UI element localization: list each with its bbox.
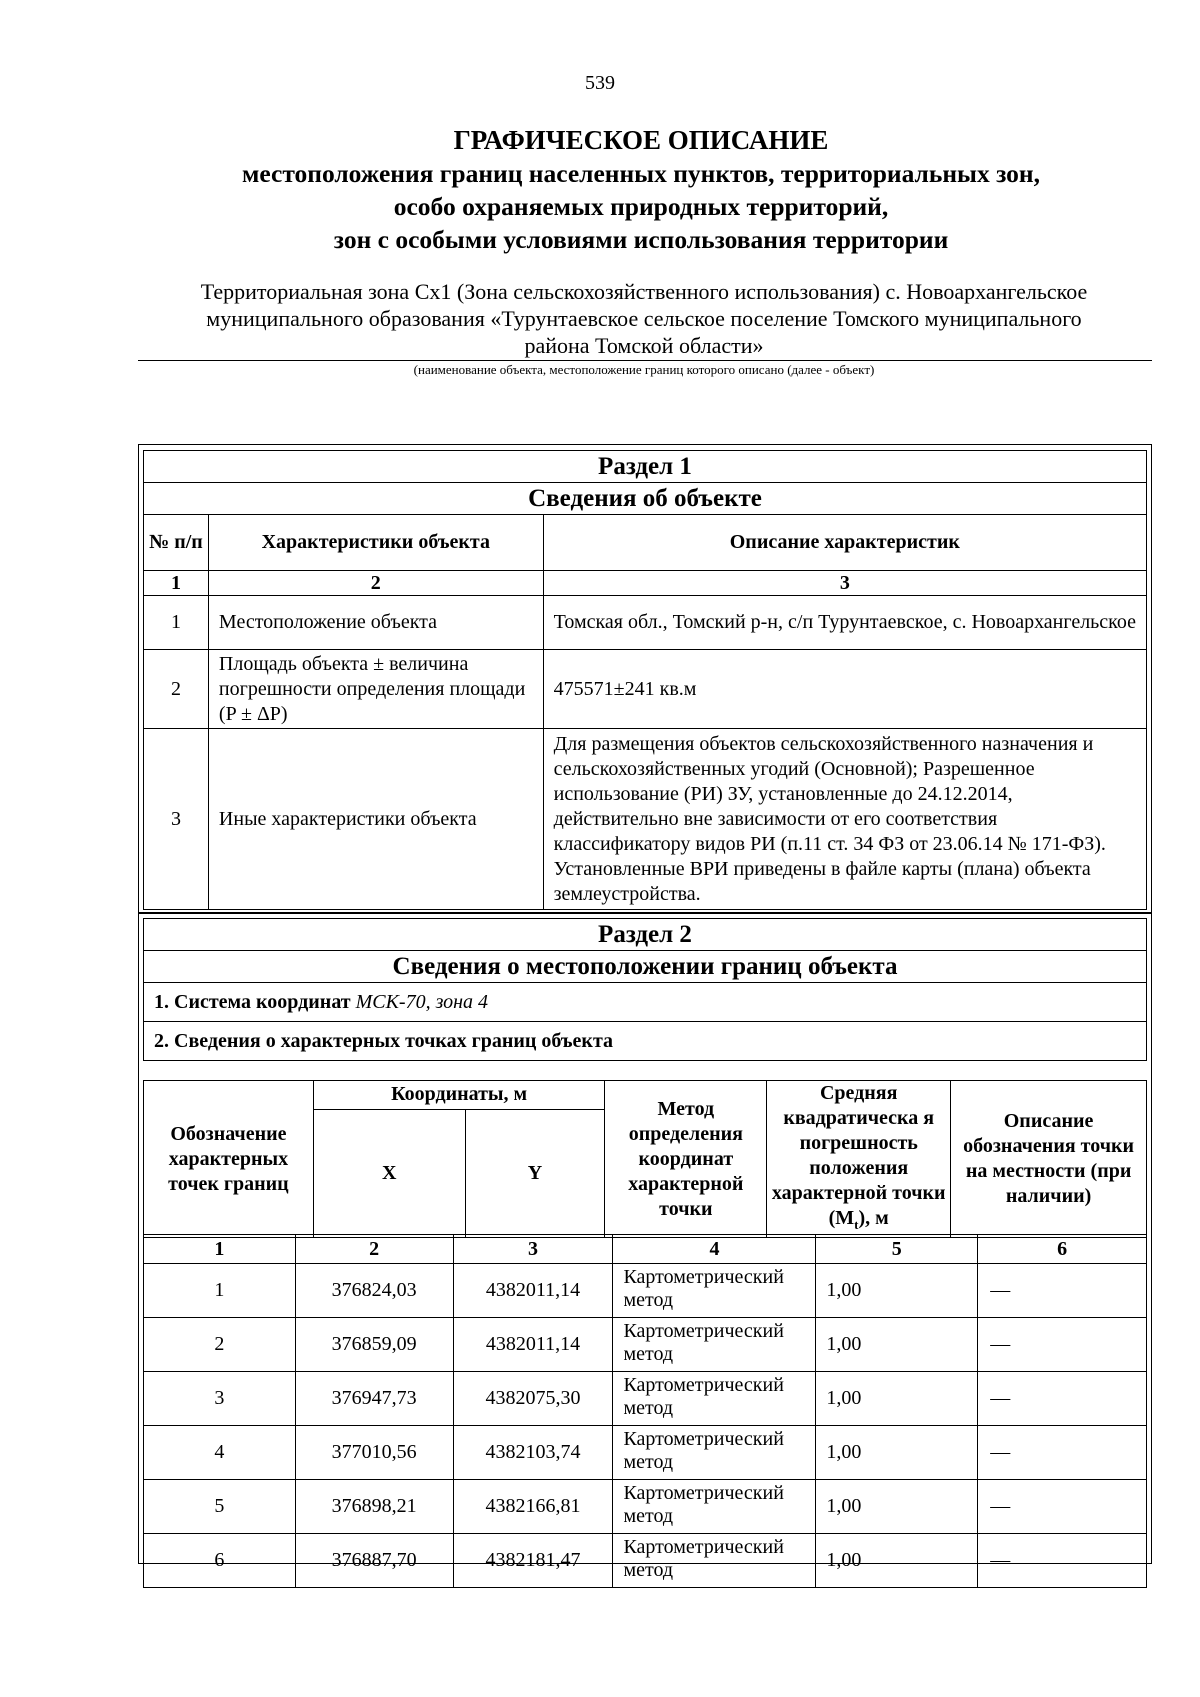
points-table [143, 1234, 1147, 1588]
section2-header-table [143, 918, 1147, 1061]
section1-title: Раздел 1 [144, 451, 1147, 483]
object-name-line-1: Территориальная зона Сх1 (Зона сельскохозяйственного использования) с. Новоархангельское [200, 279, 1088, 304]
header-x: X [313, 1109, 465, 1237]
point-x: 376898,21 [295, 1480, 453, 1534]
point-desc: — [978, 1480, 1147, 1534]
object-name [138, 278, 1150, 359]
section1-table [143, 450, 1147, 910]
document-title [130, 123, 1152, 256]
point-method: Картометрический метод [613, 1534, 816, 1588]
point-id: 3 [144, 1372, 296, 1426]
title-line-2: местоположения границ населенных пунктов, территориальных зон, [242, 159, 1040, 188]
point-y: 4382103,74 [453, 1426, 613, 1480]
header-coords: Координаты, м [313, 1081, 605, 1110]
point-method: Картометрический метод [613, 1264, 816, 1318]
header-y: Y [465, 1109, 605, 1237]
col-number: 3 [543, 571, 1146, 596]
header-error: Средняя квадратическа я погрешность положения характерной точки $(M_t)$, м [767, 1081, 951, 1238]
point-method: Картометрический метод [613, 1480, 816, 1534]
point-error: 1,00 [816, 1426, 978, 1480]
point-desc: — [978, 1534, 1147, 1588]
page-number: 539 [585, 72, 615, 94]
col-number: 6 [978, 1235, 1147, 1264]
coord-system-label: 1. Система координат [154, 990, 351, 1013]
col-number: 2 [208, 571, 543, 596]
section1-subtitle: Сведения об объекте [144, 483, 1147, 515]
point-error: 1,00 [816, 1318, 978, 1372]
row-characteristic: Местоположение объекта [208, 596, 543, 650]
title-line-4: зон с особыми условиями использования территории [333, 225, 949, 254]
header-desc: Описание обозначения точки на местности (при наличии) [951, 1081, 1147, 1238]
point-x: 376824,03 [295, 1264, 453, 1318]
section2-subtitle: Сведения о местоположении границ объекта [144, 951, 1147, 983]
section2-title: Раздел 2 [144, 919, 1147, 951]
header-characteristic: Характеристики объекта [208, 515, 543, 571]
header-method: Метод определения координат характерной точки [605, 1081, 767, 1238]
object-name-underline [138, 360, 1152, 361]
coord-system [144, 983, 1147, 1022]
points-header-table [143, 1080, 1147, 1238]
title-line-3: особо охраняемых природных территорий, [393, 192, 889, 221]
point-x: 376947,73 [295, 1372, 453, 1426]
point-id: 6 [144, 1534, 296, 1588]
point-error: 1,00 [816, 1372, 978, 1426]
point-desc: — [978, 1426, 1147, 1480]
col-number: 1 [144, 1235, 296, 1264]
point-id: 1 [144, 1264, 296, 1318]
col-number: 4 [613, 1235, 816, 1264]
point-y: 4382011,14 [453, 1318, 613, 1372]
coord-system-value: МСК-70, зона 4 [355, 990, 489, 1013]
table-row [144, 1480, 1147, 1534]
table-row [144, 1318, 1147, 1372]
point-error: 1,00 [816, 1264, 978, 1318]
point-y: 4382166,81 [453, 1480, 613, 1534]
point-y: 4382011,14 [453, 1264, 613, 1318]
col-number: 2 [295, 1235, 453, 1264]
row-number: 3 [144, 729, 209, 910]
col-number: 3 [453, 1235, 613, 1264]
point-desc: — [978, 1372, 1147, 1426]
points-label: 2. Сведения о характерных точках границ объекта [144, 1022, 1147, 1061]
point-error: 1,00 [816, 1480, 978, 1534]
point-method: Картометрический метод [613, 1372, 816, 1426]
header-description: Описание характеристик [543, 515, 1146, 571]
row-number: 1 [144, 596, 209, 650]
table-row [144, 1426, 1147, 1480]
point-y: 4382075,30 [453, 1372, 613, 1426]
header-point: Обозначение характерных точек границ [144, 1081, 314, 1238]
table-row [144, 596, 1147, 650]
point-error: 1,00 [816, 1534, 978, 1588]
table-row [144, 729, 1147, 910]
point-x: 377010,56 [295, 1426, 453, 1480]
point-id: 2 [144, 1318, 296, 1372]
col-number: 5 [816, 1235, 978, 1264]
row-characteristic: Площадь объекта ± величина погрешности определения площади (P ± ΔP) [208, 650, 543, 729]
point-x: 376887,70 [295, 1534, 453, 1588]
row-characteristic: Иные характеристики объекта [208, 729, 543, 910]
point-id: 4 [144, 1426, 296, 1480]
point-x: 376859,09 [295, 1318, 453, 1372]
table-row [144, 650, 1147, 729]
title-main: ГРАФИЧЕСКОЕ ОПИСАНИЕ [453, 125, 829, 155]
object-name-caption: (наименование объекта, местоположение границ которого описано (далее - объект) [413, 362, 875, 377]
point-id: 5 [144, 1480, 296, 1534]
col-number: 1 [144, 571, 209, 596]
point-method: Картометрический метод [613, 1318, 816, 1372]
object-name-line-3: района Томской области» [524, 333, 764, 358]
table-row [144, 1534, 1147, 1588]
table-row [144, 1372, 1147, 1426]
point-method: Картометрический метод [613, 1426, 816, 1480]
point-desc: — [978, 1318, 1147, 1372]
row-number: 2 [144, 650, 209, 729]
row-value: 475571±241 кв.м [543, 650, 1146, 729]
point-desc: — [978, 1264, 1147, 1318]
header-num: № п/п [144, 515, 209, 571]
row-value: Томская обл., Томский р-н, с/п Турунтаевское, с. Новоархангельское [543, 596, 1146, 650]
point-y: 4382181,47 [453, 1534, 613, 1588]
table-row [144, 1264, 1147, 1318]
object-name-line-2: муниципального образования «Турунтаевское сельское поселение Томского муниципального [206, 306, 1082, 331]
row-value: Для размещения объектов сельскохозяйственного назначения и сельскохозяйственных угодий (Основной); Разрешенное использование (РИ) ЗУ, установленные до 24.12.2014, действительно вне зависимости от его соответствия классификатору видов РИ (п.11 ст. 34 ФЗ от 23.06.14 № 171-ФЗ). Установленные ВРИ приведены в файле карты (плана) объекта землеустройства. [543, 729, 1146, 910]
